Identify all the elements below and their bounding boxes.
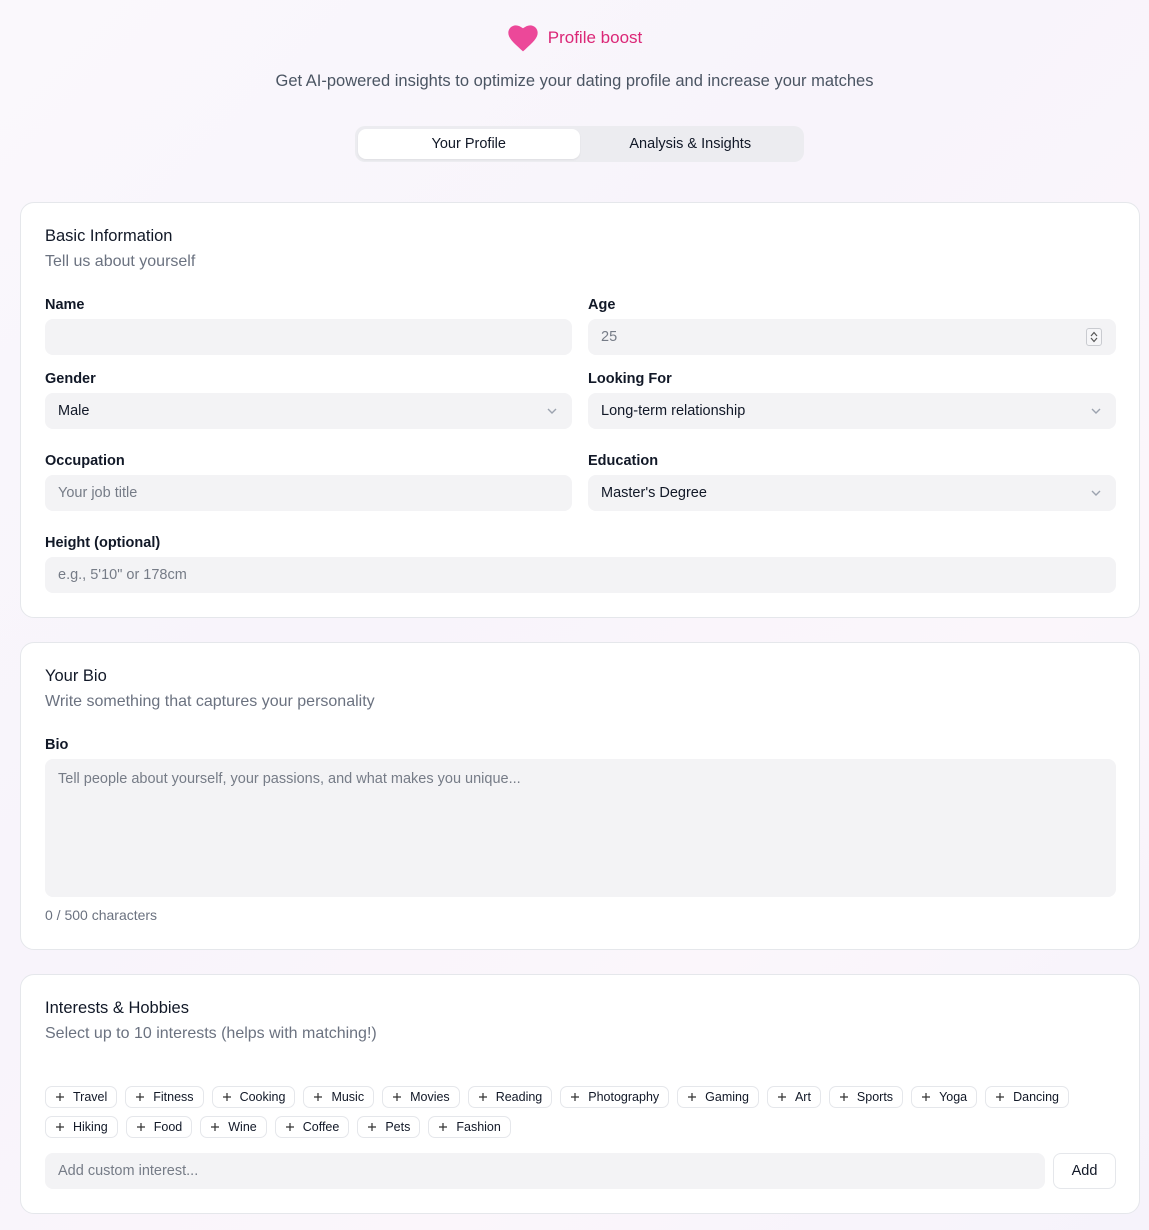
card-title: Basic Information	[45, 227, 173, 245]
brand	[0, 24, 1149, 52]
interest-chip[interactable]	[45, 1086, 117, 1108]
plus-icon	[367, 1122, 377, 1132]
tagline: Get AI-powered insights to optimize your dating profile and increase your matches	[275, 72, 874, 90]
looking-for-value: Long-term relationship	[601, 403, 746, 419]
interest-chip-label: Reading	[495, 1090, 543, 1104]
chevron-down-icon	[546, 405, 558, 417]
page-header	[0, 0, 1149, 200]
plus-icon	[921, 1092, 931, 1102]
custom-interest-row	[45, 1153, 1116, 1189]
custom-interest-input[interactable]: Add custom interest...	[45, 1153, 1045, 1189]
education-select[interactable]	[588, 475, 1116, 511]
plus-icon	[135, 1092, 145, 1102]
interest-chip[interactable]	[382, 1086, 460, 1108]
plus-icon	[995, 1092, 1005, 1102]
occupation-input[interactable]: Your job title	[45, 475, 572, 511]
interest-chip-label: Travel	[73, 1090, 108, 1104]
plus-icon	[777, 1092, 787, 1102]
interest-chip-label: Yoga	[939, 1090, 968, 1104]
plus-icon	[222, 1092, 232, 1102]
interest-chip[interactable]	[677, 1086, 759, 1108]
brand-name: Profile boost	[547, 28, 643, 47]
card-subtitle: Select up to 10 interests (helps with matching!)	[45, 1025, 377, 1042]
interest-chip-label: Wine	[228, 1120, 257, 1134]
gender-label: Gender	[45, 371, 96, 387]
interest-chip[interactable]	[212, 1086, 296, 1108]
interest-chip[interactable]	[275, 1116, 350, 1138]
interest-chip-label: Movies	[410, 1090, 450, 1104]
name-input[interactable]	[45, 319, 572, 355]
plus-icon	[285, 1122, 295, 1132]
education-value: Master's Degree	[601, 485, 707, 501]
plus-icon	[210, 1122, 220, 1132]
age-value: 25	[601, 329, 618, 345]
tab-your-profile[interactable]: Your Profile	[358, 129, 580, 159]
chevron-down-icon	[1090, 337, 1098, 343]
plus-icon	[839, 1092, 849, 1102]
interest-chip-label: Art	[794, 1090, 811, 1104]
age-label: Age	[588, 297, 616, 313]
interest-chip[interactable]	[126, 1116, 193, 1138]
plus-icon	[478, 1092, 488, 1102]
interest-chip[interactable]	[560, 1086, 669, 1108]
heart-icon	[507, 24, 539, 52]
tab-analysis-insights[interactable]: Analysis & Insights	[629, 136, 752, 152]
looking-for-label: Looking For	[588, 371, 672, 387]
add-interest-button[interactable]: Add	[1053, 1153, 1116, 1189]
basic-information-card	[20, 202, 1140, 618]
interest-chip[interactable]	[200, 1116, 266, 1138]
interest-chip[interactable]	[428, 1116, 510, 1138]
interests-card	[20, 974, 1140, 1214]
interest-chip-label: Cooking	[239, 1090, 286, 1104]
interest-chip[interactable]	[767, 1086, 821, 1108]
interest-chip[interactable]	[45, 1116, 118, 1138]
gender-select[interactable]	[45, 393, 572, 429]
plus-icon	[55, 1122, 65, 1132]
interest-chip-label: Hiking	[73, 1120, 108, 1134]
character-counter: 0 / 500 characters	[45, 907, 158, 923]
education-label: Education	[588, 453, 659, 469]
interest-chip[interactable]	[829, 1086, 903, 1108]
interest-chip-label: Sports	[856, 1090, 894, 1104]
interest-chip[interactable]	[357, 1116, 420, 1138]
interest-chip[interactable]	[985, 1086, 1069, 1108]
gender-value: Male	[58, 403, 90, 419]
interest-chip-label: Dancing	[1013, 1090, 1059, 1104]
chevron-down-icon	[1090, 487, 1102, 499]
bio-label: Bio	[45, 737, 69, 753]
name-label: Name	[45, 297, 85, 313]
chevron-down-icon	[1090, 405, 1102, 417]
interest-chip[interactable]	[125, 1086, 203, 1108]
interest-row	[45, 1086, 1125, 1108]
interest-row	[45, 1116, 1125, 1138]
interest-chip[interactable]	[303, 1086, 374, 1108]
card-subtitle: Write something that captures your personality	[45, 693, 375, 710]
plus-icon	[55, 1092, 65, 1102]
interest-chip-label: Food	[153, 1120, 183, 1134]
tab-bar	[355, 126, 804, 162]
plus-icon	[438, 1122, 448, 1132]
height-label: Height (optional)	[45, 535, 161, 551]
interest-chip-label: Fitness	[153, 1090, 194, 1104]
interest-chips	[45, 1086, 1125, 1146]
looking-for-select[interactable]	[588, 393, 1116, 429]
occupation-label: Occupation	[45, 453, 125, 469]
plus-icon	[136, 1122, 146, 1132]
card-subtitle: Tell us about yourself	[45, 253, 196, 270]
interest-chip-label: Coffee	[302, 1120, 340, 1134]
interest-chip-label: Fashion	[456, 1120, 501, 1134]
bio-card	[20, 642, 1140, 950]
interest-chip-label: Photography	[588, 1090, 660, 1104]
plus-icon	[313, 1092, 323, 1102]
bio-textarea[interactable]: Tell people about yourself, your passions, and what makes you unique...	[45, 759, 1116, 897]
plus-icon	[687, 1092, 697, 1102]
interest-chip-label: Pets	[385, 1120, 411, 1134]
interest-chip-label: Gaming	[705, 1090, 749, 1104]
interest-chip[interactable]	[911, 1086, 977, 1108]
age-stepper[interactable]	[1086, 328, 1102, 346]
interest-chip-label: Music	[331, 1090, 365, 1104]
card-title: Your Bio	[45, 667, 107, 685]
height-input[interactable]: e.g., 5'10" or 178cm	[45, 557, 1116, 593]
plus-icon	[392, 1092, 402, 1102]
interest-chip[interactable]	[468, 1086, 553, 1108]
card-title: Interests & Hobbies	[45, 999, 189, 1017]
age-input[interactable]	[588, 319, 1116, 355]
plus-icon	[570, 1092, 580, 1102]
